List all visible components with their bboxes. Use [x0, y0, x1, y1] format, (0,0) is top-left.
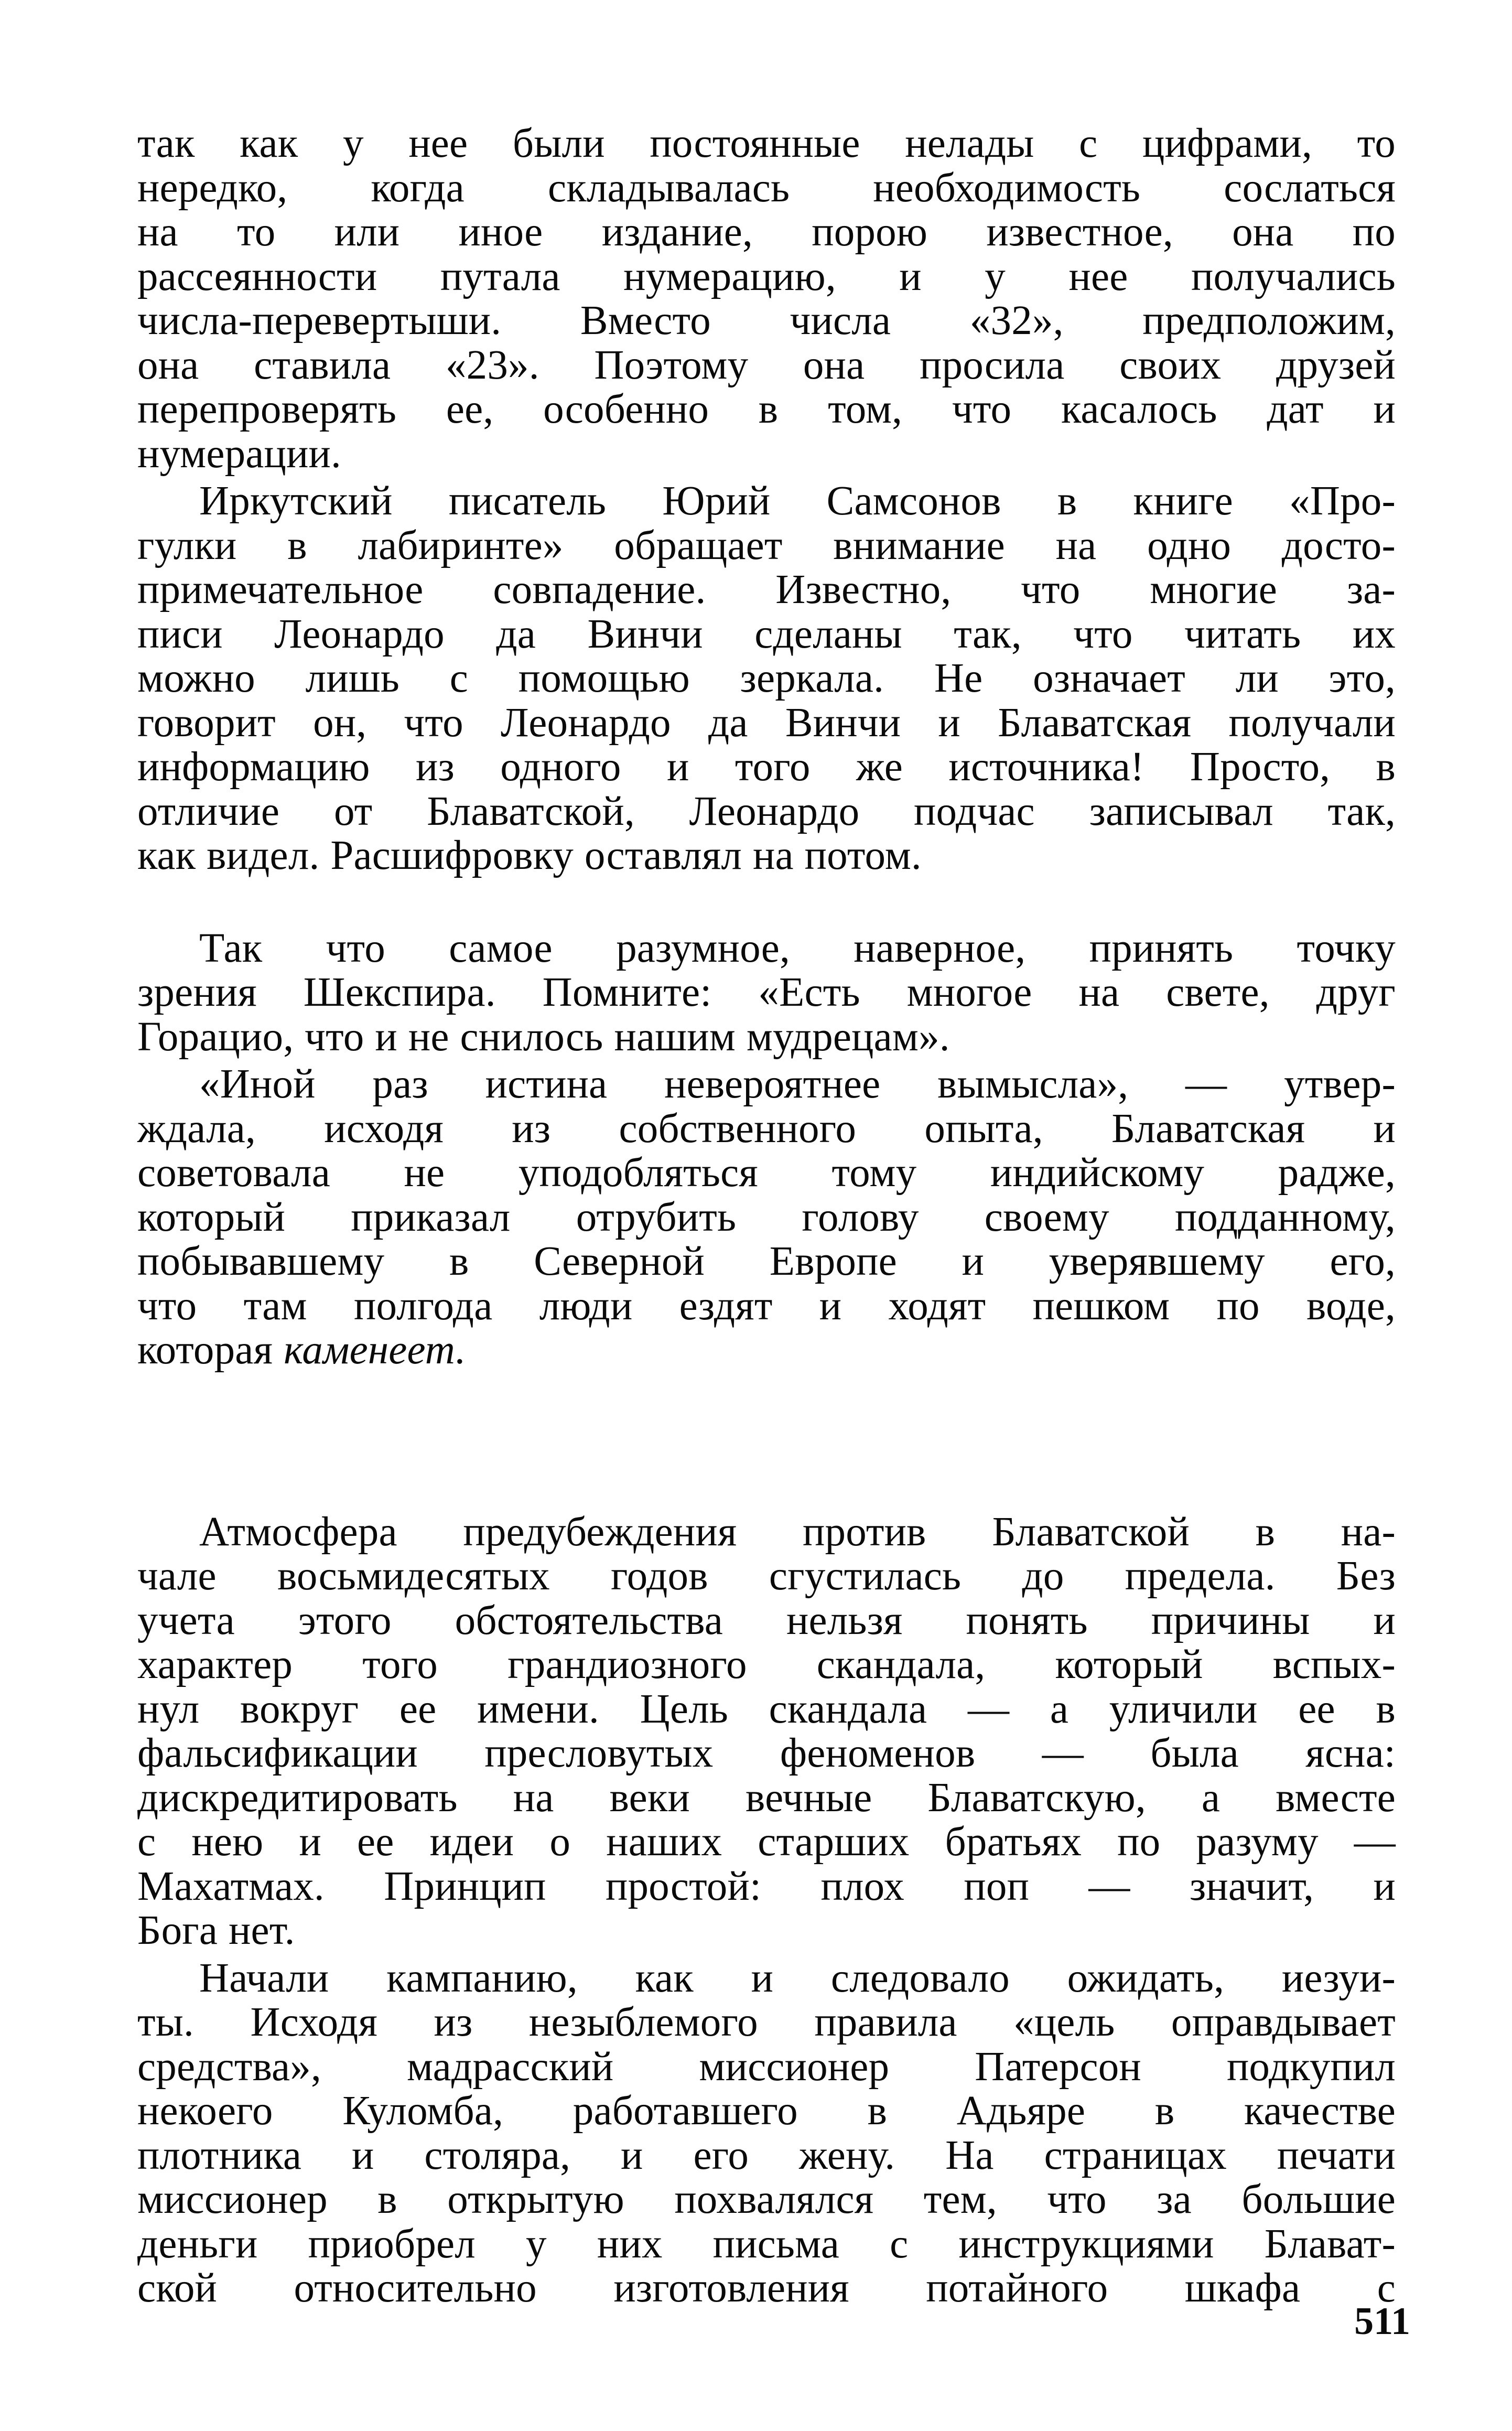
paragraph-5 [137, 1510, 1396, 1953]
paragraph-1 [137, 122, 1396, 476]
text-line: «Иной раз истина невероятнее вымысла», — утвер- [199, 1061, 1396, 1107]
emphasized-word: каменеет. [284, 1327, 466, 1373]
text-line: на то или иное издание, порою известное, она по [137, 209, 1396, 255]
text-line: Начали кампанию, как и следовало ожидать, иезуи- [199, 1955, 1396, 2001]
text-line: нередко, когда складывалась необходимость сослаться [137, 165, 1396, 211]
text-line: перепроверять ее, особенно в том, что касалось дат и [137, 386, 1396, 432]
text-line: миссионер в открытую похвалялся тем, что за большие [137, 2177, 1396, 2222]
paragraph-6 [137, 1956, 1396, 2311]
page-body [137, 122, 1396, 2311]
text-line: плотника и столяра, и его жену. На страницах печати [137, 2132, 1396, 2178]
text-line: побывавшему в Северной Европе и уверявшему его, [137, 1239, 1396, 1284]
text-line: с нею и ее идеи о наших старших братьях по разуму — [137, 1819, 1396, 1865]
text-line [137, 1328, 1396, 1373]
text-line: рассеянности путала нумерацию, и у нее получались [137, 253, 1396, 299]
paragraph-3 [137, 927, 1396, 1060]
text-line: можно лишь с помощью зеркала. Не означает ли это, [137, 655, 1396, 701]
text-line: Горацио, что и не снилось нашим мудрецам». [137, 1014, 950, 1060]
text-line: советовала не уподобляться тому индийскому радже, [137, 1150, 1396, 1196]
text-line: Махатмах. Принцип простой: плох поп — значит, и [137, 1863, 1396, 1909]
text-line: учета этого обстоятельства нельзя понять причины и [137, 1597, 1396, 1643]
text-line: зрения Шекспира. Помните: «Есть многое на свете, друг [137, 970, 1396, 1015]
text-line: гулки в лабиринте» обращает внимание на одно досто- [137, 522, 1396, 568]
text-line: она ставила «23». Поэтому она просила своих друзей [137, 342, 1396, 388]
text-line: дискредитировать на веки вечные Блаватскую, а вместе [137, 1774, 1396, 1821]
page-number: 511 [1354, 2300, 1410, 2343]
text-line: так как у нее были постоянные нелады с цифрами, то [137, 121, 1396, 166]
text-line: писи Леонардо да Винчи сделаны так, что читать их [137, 611, 1396, 657]
text-line: средства», мадрасский миссионер Патерсон подкупил [137, 2043, 1396, 2090]
text-line: Иркутский писатель Юрий Самсонов в книге «Про- [199, 478, 1396, 524]
text-line: информацию из одного и того же источника! Просто, в [137, 744, 1396, 790]
text-line: чале восьмидесятых годов сгустилась до предела. Без [137, 1553, 1396, 1599]
text-line: говорит он, что Леонардо да Винчи и Блаватская получали [137, 700, 1396, 746]
text-line: ждала, исходя из собственного опыта, Блаватская и [137, 1105, 1396, 1152]
text-line: некоего Куломба, работавшего в Адьяре в качестве [137, 2088, 1396, 2134]
text-line: числа-перевертыши. Вместо числа «32», предположим, [137, 298, 1396, 343]
text-line: Так что самое разумное, наверное, принять точку [199, 925, 1396, 971]
text-line: фальсификации пресловутых феноменов — была ясна: [137, 1730, 1396, 1776]
text-line: отличие от Блаватской, Леонардо подчас записывал так, [137, 788, 1396, 834]
paragraph-4 [137, 1062, 1396, 1373]
text-line: примечательное совпадение. Известно, что многие за- [137, 567, 1396, 612]
text-line: характер того грандиозного скандала, который вспых- [137, 1642, 1396, 1687]
text-line: ты. Исходя из незыблемого правила «цель оправдывает [137, 1999, 1396, 2045]
text-line: деньги приобрел у них письма с инструкциями Блават- [137, 2221, 1396, 2267]
text-line: нул вокруг ее имени. Цель скандала — а уличили ее в [137, 1686, 1396, 1732]
text-line: нумерации. [137, 431, 341, 477]
text-line: Атмосфера предубеждения против Блаватской в на- [199, 1509, 1396, 1555]
text-line: Бога нет. [137, 1908, 295, 1953]
text-line: что там полгода люди ездят и ходят пешком по воде, [137, 1283, 1396, 1329]
text-line: как видел. Расшифровку оставлял на потом. [137, 833, 922, 878]
text-line: ской относительно изготовления потайного шкафа с [137, 2265, 1396, 2311]
paragraph-2 [137, 479, 1396, 878]
text-line: который приказал отрубить голову своему подданному, [137, 1194, 1396, 1240]
text-line-prefix: которая [137, 1327, 284, 1373]
